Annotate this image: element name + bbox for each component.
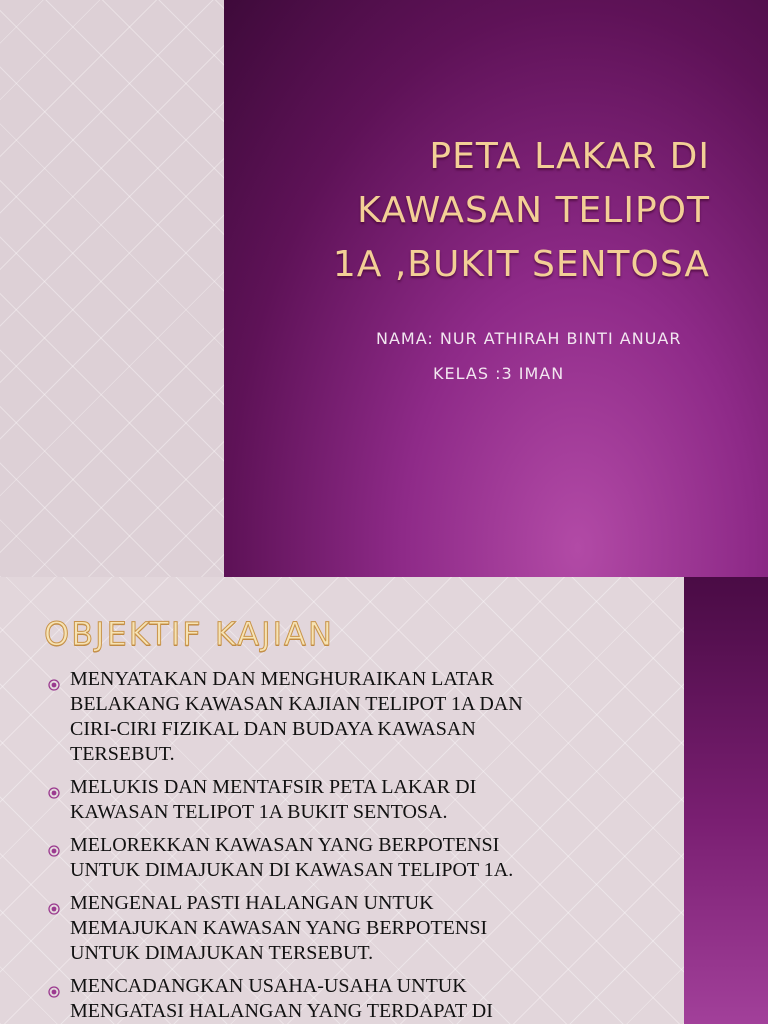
objectives-content [0,577,684,1024]
objective-line: MELUKIS DAN MENTAFSIR PETA LAKAR DI [70,776,477,798]
objective-line: CIRI-CIRI FIZIKAL DAN BUDAYA KAWASAN [70,718,476,740]
objective-item [46,974,656,1024]
objective-line: TERSEBUT. [70,743,175,765]
objective-line: MENYATAKAN DAN MENGHURAIKAN LATAR [70,668,495,690]
objective-item [46,667,656,767]
objective-line: MEMAJUKAN KAWASAN YANG BERPOTENSI [70,917,488,939]
decorative-sidebar [684,577,768,1024]
objective-line: KAWASAN TELIPOT 1A BUKIT SENTOSA. [70,801,448,823]
slide-title [230,130,710,292]
objective-line: MENCADANGKAN USAHA-USAHA UNTUK [70,975,467,997]
student-name: NAMA: NUR ATHIRAH BINTI ANUAR [376,329,682,348]
circle-dot-icon [48,897,60,909]
objectives-list [46,667,656,1024]
objective-item [46,833,656,883]
objective-item [46,775,656,825]
objective-line: UNTUK DIMAJUKAN DI KAWASAN TELIPOT 1A. [70,859,514,881]
objective-line: MENGENAL PASTI HALANGAN UNTUK [70,892,434,914]
objective-line: MELOREKKAN KAWASAN YANG BERPOTENSI [70,834,500,856]
title-line: KAWASAN TELIPOT [357,190,710,231]
objective-item [46,891,656,966]
objective-line: BELAKANG KAWASAN KAJIAN TELIPOT 1A DAN [70,693,523,715]
circle-dot-icon [48,673,60,685]
title-line: 1A ,BUKIT SENTOSA [332,244,710,285]
circle-dot-icon [48,781,60,793]
objectives-slide [0,577,768,1024]
objective-line: UNTUK DIMAJUKAN TERSEBUT. [70,942,374,964]
objectives-heading: OBJEKTIF KAJIAN [44,615,334,653]
student-class: KELAS :3 IMAN [433,364,565,383]
objective-line: MENGATASI HALANGAN YANG TERDAPAT DI [70,1000,493,1022]
circle-dot-icon [48,980,60,992]
title-line: PETA LAKAR DI [429,136,710,177]
circle-dot-icon [48,839,60,851]
